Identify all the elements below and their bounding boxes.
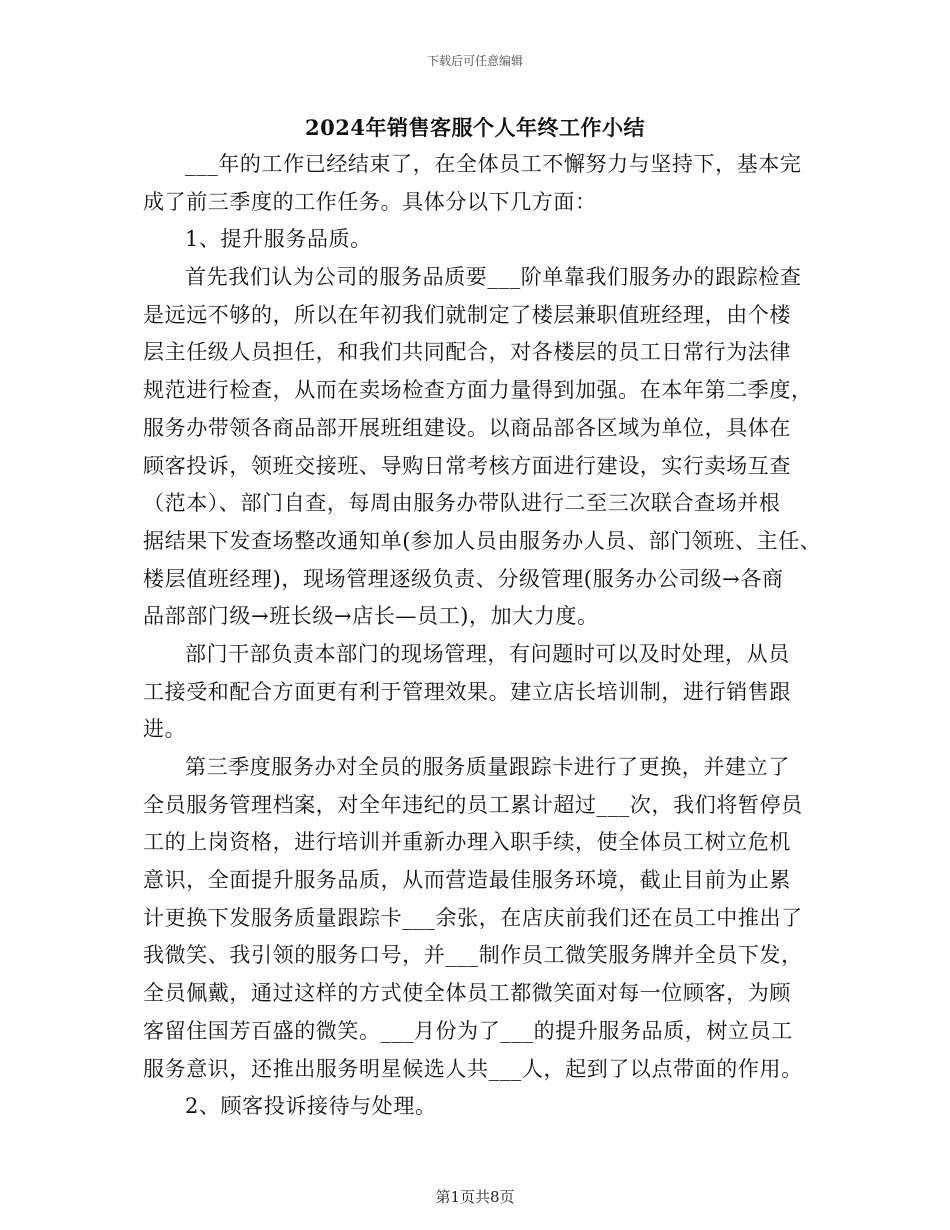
text-line: 1、提升服务品质。 <box>185 227 372 252</box>
text-line: 据结果下发查场整改通知单(参加人员由服务办人员、部门领班、主任、 <box>143 528 822 553</box>
text-line: 第三季度服务办对全员的服务质量跟踪卡进行了更换，并建立了 <box>185 755 790 779</box>
header-note: 下载后可任意编辑 <box>426 54 523 68</box>
text-line: ___年的工作已经结束了，在全体员工不懈努力与坚持下，基本完 <box>185 152 802 176</box>
text-line: 全员服务管理档案，对全年违纪的员工累计超过___次，我们将暂停员 <box>143 792 803 817</box>
text-line: 服务办带领各商品部开展班组建设。以商品部各区域为单位，具体在 <box>143 415 791 440</box>
text-line: 工接受和配合方面更有利于管理效果。建立店长培训制，进行销售跟 <box>143 679 791 704</box>
text-line: 层主任级人员担任，和我们共同配合，对各楼层的员工日常行为法律 <box>143 340 791 365</box>
text-line: 成了前三季度的工作任务。具体分以下几方面： <box>143 189 597 214</box>
text-line: 我微笑、我引领的服务口号，并___制作员工微笑服务牌并全员下发， <box>143 943 803 968</box>
page-footer: 第1页共8页 <box>435 1188 515 1206</box>
text-line: 首先我们认为公司的服务品质要___阶单靠我们服务办的跟踪检查 <box>185 265 802 290</box>
text-line: 顾客投诉，领班交接班、导购日常考核方面进行建设，实行卖场互查 <box>143 453 791 478</box>
text-line: 品部部门级→班长级→店长—员工)，加大力度。 <box>143 604 599 629</box>
document-title: 2024年销售客服个人年终工作小结 <box>305 115 645 140</box>
text-line: 全员佩戴，通过这样的方式使全体员工都微笑面对每一位顾客，为顾 <box>143 981 791 1006</box>
text-line: 服务意识，还推出服务明星候选人共___人，起到了以点带面的作用。 <box>143 1056 803 1081</box>
text-line: 工的上岗资格，进行培训并重新办理入职手续，使全体员工树立危机 <box>143 830 791 855</box>
text-line: 进。 <box>143 717 187 742</box>
text-line: 2、顾客投诉接待与处理。 <box>185 1094 437 1119</box>
text-line: 部门干部负责本部门的现场管理，有问题时可以及时处理，从员 <box>185 641 790 666</box>
text-line: 客留住国芳百盛的微笑。___月份为了___的提升服务品质，树立员工 <box>143 1018 793 1043</box>
text-line: 计更换下发服务质量跟踪卡___余张，在店庆前我们还在员工中推出了 <box>143 905 803 930</box>
text-line: 规范进行检查，从而在卖场检查方面力量得到加强。在本年第二季度， <box>143 378 813 403</box>
text-line: （范本）、部门自查，每周由服务办带队进行二至三次联合查场并根 <box>143 491 781 516</box>
text-line: 楼层值班经理)，现场管理逐级负责、分级管理(服务办公司级→各商 <box>143 566 784 591</box>
text-line: 是远远不够的，所以在年初我们就制定了楼层兼职值班经理，由个楼 <box>143 302 791 327</box>
text-line: 意识，全面提升服务品质，从而营造最佳服务环境，截止目前为止累 <box>143 868 791 893</box>
document-body <box>143 146 833 1126</box>
